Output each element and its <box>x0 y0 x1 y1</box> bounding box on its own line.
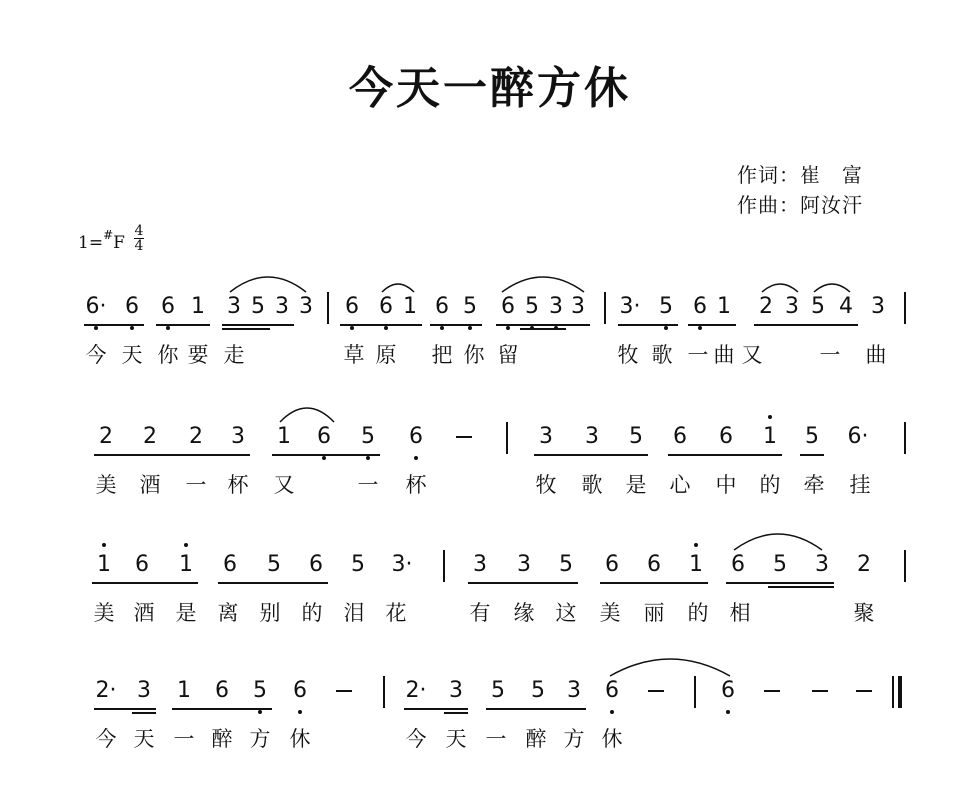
note: 2· <box>405 678 427 703</box>
slur <box>500 268 586 298</box>
lyric: 把 <box>431 343 453 367</box>
note: 5 <box>520 292 544 322</box>
lyric: 挂 <box>849 473 871 497</box>
note: 5 <box>267 552 281 577</box>
note: 3 <box>544 292 568 322</box>
lyric: 一 <box>357 473 379 497</box>
credits <box>737 160 863 220</box>
note: 6 <box>309 552 323 577</box>
time-top: 4 <box>134 223 144 239</box>
dash <box>856 690 872 692</box>
note: 1 <box>717 294 731 319</box>
underline <box>534 454 648 456</box>
score-row-2 <box>0 422 980 532</box>
lyric: 牵 <box>803 473 825 497</box>
note: 6 <box>312 422 336 452</box>
lyric: 中 <box>715 473 737 497</box>
underline <box>800 454 824 456</box>
note: 6 <box>496 292 520 322</box>
barline <box>383 676 385 708</box>
slur <box>228 268 308 298</box>
note: 3 <box>571 294 585 319</box>
underline <box>222 328 270 330</box>
note: 6 <box>731 552 745 577</box>
underline <box>496 324 590 326</box>
underline <box>618 324 678 326</box>
underline <box>444 712 468 714</box>
lyric: 醉 <box>211 727 233 751</box>
note: 3 <box>449 678 463 703</box>
lyric: 方 <box>249 727 271 751</box>
note: 3 <box>585 424 599 449</box>
lyric: 原 <box>375 343 397 367</box>
note: 6 <box>605 552 619 577</box>
lyric: 走 <box>223 343 245 367</box>
lyric: 有 <box>469 601 491 625</box>
lyric: 天 <box>133 727 155 751</box>
note: 4 <box>839 294 853 319</box>
lyric: 休 <box>289 727 311 751</box>
lyric: 美 <box>95 473 117 497</box>
note: 6 <box>673 424 687 449</box>
lyric: 曲 <box>713 343 735 367</box>
underline <box>688 324 736 326</box>
barline <box>604 292 606 324</box>
underline <box>132 712 156 714</box>
dash <box>648 690 664 692</box>
note: 3 <box>815 552 829 577</box>
note: 6 <box>120 292 144 322</box>
note: 3· <box>391 552 413 577</box>
note: 5 <box>458 292 482 322</box>
underline <box>726 582 834 584</box>
key-letter: F <box>113 233 125 253</box>
note: 5 <box>356 422 380 452</box>
lyric: 缘 <box>513 601 535 625</box>
slur <box>760 268 800 298</box>
lyric: 离 <box>217 601 239 625</box>
underline <box>404 708 468 710</box>
lyric: 美 <box>93 601 115 625</box>
note: 5 <box>654 292 678 322</box>
lyric: 今 <box>405 727 427 751</box>
note: 3 <box>299 294 313 319</box>
lyric: 你 <box>463 343 485 367</box>
lyric: 今 <box>95 727 117 751</box>
score-row-4 <box>0 676 980 786</box>
underline <box>218 582 328 584</box>
lyric: 一 <box>485 727 507 751</box>
note: 5 <box>811 294 825 319</box>
note: 2 <box>759 294 773 319</box>
note: 2 <box>857 552 871 577</box>
final-barline-thin <box>892 676 894 708</box>
lyric: 的 <box>301 601 323 625</box>
underline <box>156 324 210 326</box>
note: 1 <box>92 550 116 580</box>
note: 3 <box>231 424 245 449</box>
underline <box>222 324 294 326</box>
note: 6 <box>716 676 740 706</box>
note: 3 <box>871 294 885 319</box>
lyric: 别 <box>259 601 281 625</box>
underline <box>520 328 566 330</box>
note: 6 <box>340 292 364 322</box>
note: 6 <box>430 292 454 322</box>
note: 6 <box>135 552 149 577</box>
underline <box>600 582 708 584</box>
note: 5 <box>251 294 265 319</box>
note: 1 <box>174 550 198 580</box>
barline <box>904 550 906 582</box>
time-signature <box>134 224 144 253</box>
note: 6 <box>288 676 312 706</box>
lyric: 美 <box>599 601 621 625</box>
composer-credit: 作曲：阿汝汗 <box>737 193 863 217</box>
lyric: 曲 <box>865 343 887 367</box>
lyric: 草 <box>343 343 365 367</box>
lyric: 酒 <box>133 601 155 625</box>
dash <box>812 690 828 692</box>
lyric: 又 <box>741 343 763 367</box>
lyric: 这 <box>555 601 577 625</box>
dash <box>336 690 352 692</box>
score-row-3 <box>0 550 980 660</box>
underline <box>94 454 250 456</box>
lyric: 相 <box>729 601 751 625</box>
note: 3 <box>473 552 487 577</box>
note: 5 <box>351 552 365 577</box>
lyric: 丽 <box>643 601 665 625</box>
note: 3 <box>517 552 531 577</box>
note: 6· <box>847 424 869 449</box>
lyric: 聚 <box>853 601 875 625</box>
note: 5 <box>248 676 272 706</box>
lyric: 心 <box>669 473 691 497</box>
lyric: 一 <box>173 727 195 751</box>
lyric: 是 <box>175 601 197 625</box>
note: 1 <box>403 294 417 319</box>
note: 3 <box>137 678 151 703</box>
note: 5 <box>531 678 545 703</box>
barline <box>327 292 329 324</box>
lyric: 花 <box>385 601 407 625</box>
lyric: 留 <box>497 343 519 367</box>
note: 2 <box>143 424 157 449</box>
note: 6 <box>156 292 180 322</box>
note: 5 <box>491 678 505 703</box>
note: 1 <box>277 424 291 449</box>
note: 6· <box>84 292 108 322</box>
time-bottom: 4 <box>134 238 144 254</box>
note: 3 <box>785 294 799 319</box>
underline <box>430 324 482 326</box>
underline <box>768 586 834 588</box>
underline <box>92 582 198 584</box>
dash <box>764 690 780 692</box>
dash <box>456 436 472 438</box>
slur <box>732 526 824 556</box>
slur <box>608 652 732 682</box>
note: 6 <box>374 292 398 322</box>
note: 2· <box>95 678 117 703</box>
underline <box>668 454 782 456</box>
slur <box>812 268 852 298</box>
slur <box>380 268 416 298</box>
lyric: 方 <box>563 727 585 751</box>
note: 5 <box>559 552 573 577</box>
note: 6 <box>215 678 229 703</box>
song-title: 今天一醉方休 <box>349 63 631 114</box>
lyric: 天 <box>445 727 467 751</box>
note: 3 <box>227 294 241 319</box>
underline <box>340 324 422 326</box>
lyric: 的 <box>687 601 709 625</box>
lyric: 一 <box>819 343 841 367</box>
note: 2 <box>189 424 203 449</box>
sharp-symbol: # <box>103 228 114 242</box>
underline <box>754 324 858 326</box>
lyric: 今 <box>85 343 107 367</box>
lyric: 又 <box>273 473 295 497</box>
lyric: 酒 <box>139 473 161 497</box>
lyric: 要 <box>187 343 209 367</box>
final-barline-thick <box>898 676 902 708</box>
barline <box>506 422 508 454</box>
note: 6 <box>647 552 661 577</box>
lyric: 一 <box>185 473 207 497</box>
key-one: 1= <box>78 233 104 253</box>
underline <box>84 324 144 326</box>
note: 1 <box>177 678 191 703</box>
lyric: 天 <box>121 343 143 367</box>
barline <box>904 292 906 324</box>
note: 3 <box>275 294 289 319</box>
slur <box>278 398 336 428</box>
underline <box>486 708 586 710</box>
note: 3· <box>619 294 641 319</box>
lyric: 泪 <box>343 601 365 625</box>
note: 3 <box>539 424 553 449</box>
lyric: 你 <box>157 343 179 367</box>
note: 6 <box>600 676 624 706</box>
note: 1 <box>684 550 708 580</box>
lyric: 醉 <box>525 727 547 751</box>
lyric: 歌 <box>581 473 603 497</box>
note: 6 <box>688 292 712 322</box>
note: 6 <box>223 552 237 577</box>
lyricist-credit: 作词：崔 富 <box>737 163 863 187</box>
underline <box>94 708 156 710</box>
note: 5 <box>805 424 819 449</box>
note: 6 <box>719 424 733 449</box>
lyric: 牧 <box>617 343 639 367</box>
lyric: 的 <box>759 473 781 497</box>
lyric: 歌 <box>651 343 673 367</box>
barline <box>904 422 906 454</box>
key-signature <box>78 223 144 254</box>
note: 1 <box>191 294 205 319</box>
score-row-1 <box>0 292 980 402</box>
lyric: 是 <box>625 473 647 497</box>
note: 3 <box>567 678 581 703</box>
lyric: 杯 <box>227 473 249 497</box>
note: 6 <box>404 422 428 452</box>
barline <box>443 550 445 582</box>
underline <box>172 708 272 710</box>
note: 5 <box>629 424 643 449</box>
note: 5 <box>773 552 787 577</box>
lyric: 牧 <box>535 473 557 497</box>
lyric: 休 <box>601 727 623 751</box>
note: 2 <box>99 424 113 449</box>
note: 1 <box>758 422 782 452</box>
lyric: 杯 <box>405 473 427 497</box>
underline <box>468 582 578 584</box>
underline <box>272 454 380 456</box>
lyric: 一 <box>687 343 709 367</box>
